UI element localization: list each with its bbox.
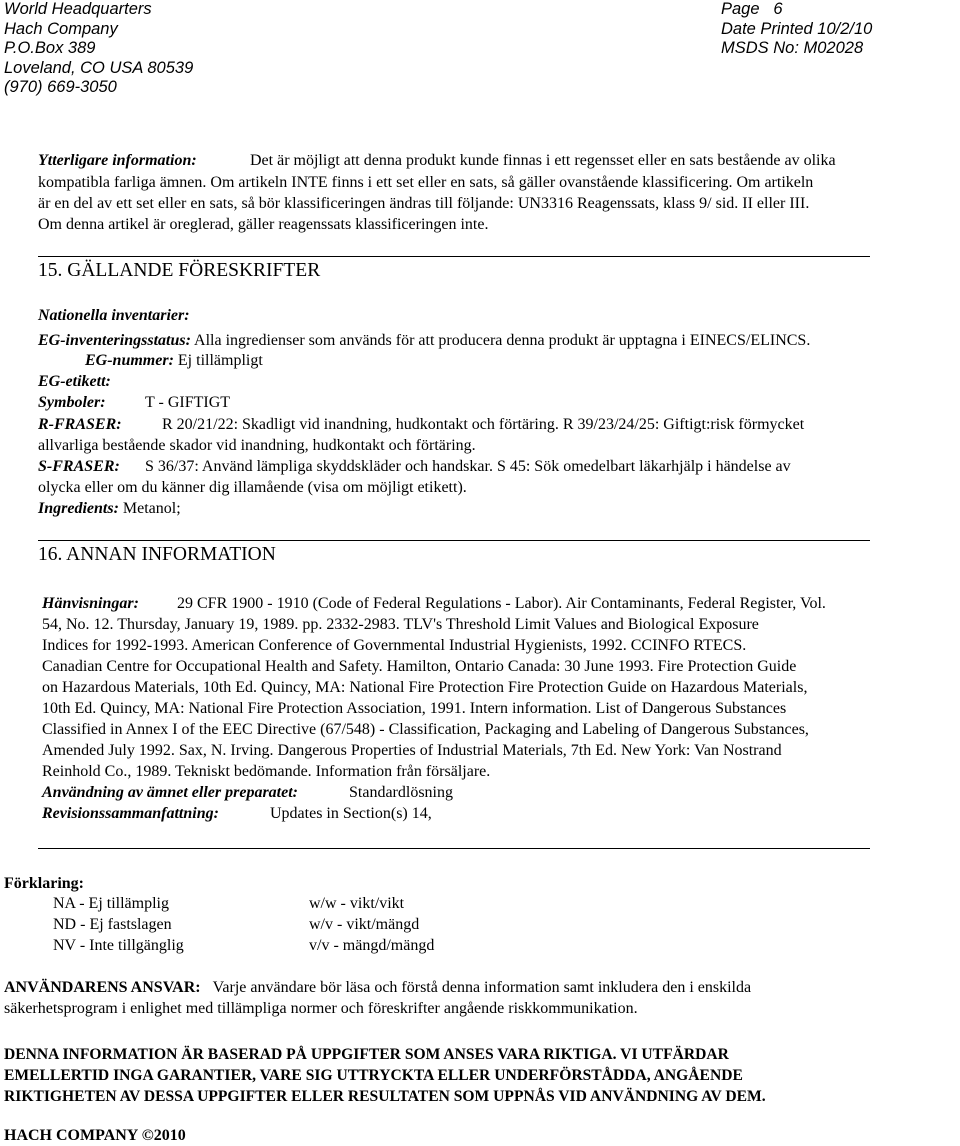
address-line: World Headquarters	[4, 0, 152, 18]
document-meta	[721, 0, 872, 59]
additional-info-first-text: Det är möjligt att denna produkt kunde finnas i ett regensset eller en sats bestående av olika	[250, 152, 836, 169]
r-phrases-label-text: R-FRASER:	[38, 416, 122, 433]
legend-item: w/v - vikt/mängd	[309, 916, 420, 933]
eg-label	[38, 371, 111, 392]
legend-units	[309, 893, 434, 956]
text-line: Classified in Annex I of the EEC Directive (67/548) - Classification, Packaging and Labeling of Dangerous Substances,	[42, 721, 809, 738]
text-line: är en del av ett set eller en sats, så bör klassificeringen ändras till följande: UN3316 Reagenssats, klass 9/ sid. II eller III.	[38, 195, 810, 212]
legend-label: Förklaring:	[4, 875, 84, 892]
text-line: Indices for 1992-1993. American Conference of Governmental Industrial Hygienists, 1992. CCINFO RTECS.	[42, 637, 747, 654]
r-phrases-label	[38, 414, 122, 435]
page-value: 6	[773, 0, 783, 18]
section-divider	[38, 848, 870, 849]
address-line: (970) 669-3050	[4, 78, 117, 96]
date-printed: Date Printed 10/2/10	[721, 19, 873, 38]
revision-label-text: Revisionssammanfattning:	[42, 805, 219, 822]
r-phrases-continuation: allvarliga bestående skador vid inandning, hudkontakt och förtäring.	[38, 437, 476, 454]
eg-number-label: EG-nummer:	[85, 352, 174, 369]
references-label-text: Hänvisningar:	[42, 595, 139, 612]
usage-label-text: Användning av ämnet eller preparatet:	[42, 784, 298, 801]
additional-info-text	[38, 172, 813, 235]
ingredients-value: Metanol;	[118, 500, 181, 517]
revision-label	[42, 803, 219, 824]
text-line: on Hazardous Materials, 10th Ed. Quincy, MA: National Fire Protection Fire Protection Guide on Hazardous Materials,	[42, 679, 808, 696]
legend-item: NV - Inte tillgänglig	[53, 937, 184, 954]
text-line: Om denna artikel är oreglerad, gäller reagenssats klassificeringen inte.	[38, 216, 489, 233]
footer-copyright: HACH COMPANY ©2010	[4, 1127, 186, 1144]
revision-value: Updates in Section(s) 14,	[270, 805, 432, 822]
section-15-title: 15. GÄLLANDE FÖRESKRIFTER	[38, 260, 321, 281]
s-phrases-value: S 36/37: Använd lämpliga skyddskläder och handskar. S 45: Sök omedelbart läkarhjälp i händelse av	[145, 458, 791, 475]
section-divider	[38, 540, 870, 541]
s-phrases-label-text: S-FRASER:	[38, 458, 120, 475]
disclaimer-line: RIKTIGHETEN AV DESSA UPPGIFTER ELLER RESULTATEN SOM UPPNÅS VID ANVÄNDNING AV DEM.	[4, 1088, 766, 1105]
usage-value: Standardlösning	[349, 784, 453, 801]
usage-label	[42, 782, 298, 803]
eg-number-value: Ej tillämpligt	[173, 352, 263, 369]
r-phrases-value: R 20/21/22: Skadligt vid inandning, hudkontakt och förtäring. R 39/23/24/25: Giftigt:risk förmycket	[162, 416, 805, 433]
national-inventories-label: Nationella inventarier:	[38, 307, 190, 324]
symbols-value: T - GIFTIGT	[145, 394, 231, 411]
section-divider	[38, 256, 870, 257]
page-number	[721, 0, 872, 20]
disclaimer-line: EMELLERTID INGA GARANTIER, VARE SIG UTTRYCKTA ELLER UNDERFÖRSTÅDDA, ANGÅENDE	[4, 1067, 743, 1084]
user-responsibility-label: ANVÄNDARENS ANSVAR:	[4, 979, 201, 996]
references-text	[42, 614, 809, 782]
eg-status-label: EG-inventeringsstatus:	[38, 332, 191, 349]
legend-item: ND - Ej fastslagen	[53, 916, 172, 933]
symbols-label-text: Symboler:	[38, 394, 106, 411]
eg-number	[85, 350, 263, 371]
page-label: Page	[721, 0, 760, 18]
symbols-label	[38, 392, 106, 413]
company-address	[4, 0, 193, 98]
text-line: 54, No. 12. Thursday, January 19, 1989. pp. 2332-2983. TLV's Threshold Limit Values and Biological Exposure	[42, 616, 759, 633]
additional-info-label: Ytterligare information:	[38, 152, 197, 169]
address-line: Loveland, CO USA 80539	[4, 58, 194, 77]
text-line: Amended July 1992. Sax, N. Irving. Dangerous Properties of Industrial Materials, 7th Ed. New York: Van Nostrand	[42, 742, 782, 759]
msds-number: MSDS No: M02028	[721, 39, 864, 57]
s-phrases-continuation: olycka eller om du känner dig illamående (visa om möjligt etikett).	[38, 479, 467, 496]
legend-abbreviations	[53, 893, 184, 956]
text-line: kompatibla farliga ämnen. Om artikeln INTE finns i ett set eller en sats, så gäller ovanstående klassificering. Om artikeln	[38, 174, 814, 191]
user-responsibility	[4, 977, 751, 998]
references-label	[42, 593, 139, 614]
user-responsibility-text: Varje användare bör läsa och förstå denna information samt inkludera den i enskilda	[212, 979, 752, 996]
legend-item: NA - Ej tillämplig	[53, 895, 169, 912]
text-line: Reinhold Co., 1989. Tekniskt bedömande. Information från försäljare.	[42, 763, 491, 780]
additional-info-first-line	[38, 150, 197, 171]
s-phrases-label	[38, 456, 120, 477]
address-line: Hach Company	[4, 19, 118, 38]
ingredients-label: Ingredients:	[38, 500, 119, 517]
legend-item: v/v - mängd/mängd	[309, 937, 435, 954]
text-line: Canadian Centre for Occupational Health and Safety. Hamilton, Ontario Canada: 30 June 1993. Fire Protection Guide	[42, 658, 797, 675]
user-responsibility-continuation: säkerhetsprogram i enlighet med tillämpliga normer och föreskrifter angående riskkommunikation.	[4, 1000, 638, 1017]
disclaimer	[4, 1044, 766, 1107]
disclaimer-line: DENNA INFORMATION ÄR BASERAD PÅ UPPGIFTER SOM ANSES VARA RIKTIGA. VI UTFÄRDAR	[4, 1046, 729, 1063]
references-first-line: 29 CFR 1900 - 1910 (Code of Federal Regulations - Labor). Air Contaminants, Federal Register, Vol.	[177, 595, 826, 612]
ingredients	[38, 498, 181, 519]
national-inventories	[38, 305, 190, 326]
eg-label-label: EG-etikett:	[38, 373, 111, 390]
eg-inventory-status	[38, 330, 810, 351]
text-line: 10th Ed. Quincy, MA: National Fire Protection Association, 1991. Intern information. List of Dangerous Substances	[42, 700, 787, 717]
section-16-title: 16. ANNAN INFORMATION	[38, 544, 276, 565]
address-line: P.O.Box 389	[4, 39, 96, 57]
eg-status-value: Alla ingredienser som används för att producera denna produkt är upptagna i EINECS/ELINCS.	[190, 332, 811, 349]
legend-item: w/w - vikt/vikt	[309, 895, 405, 912]
